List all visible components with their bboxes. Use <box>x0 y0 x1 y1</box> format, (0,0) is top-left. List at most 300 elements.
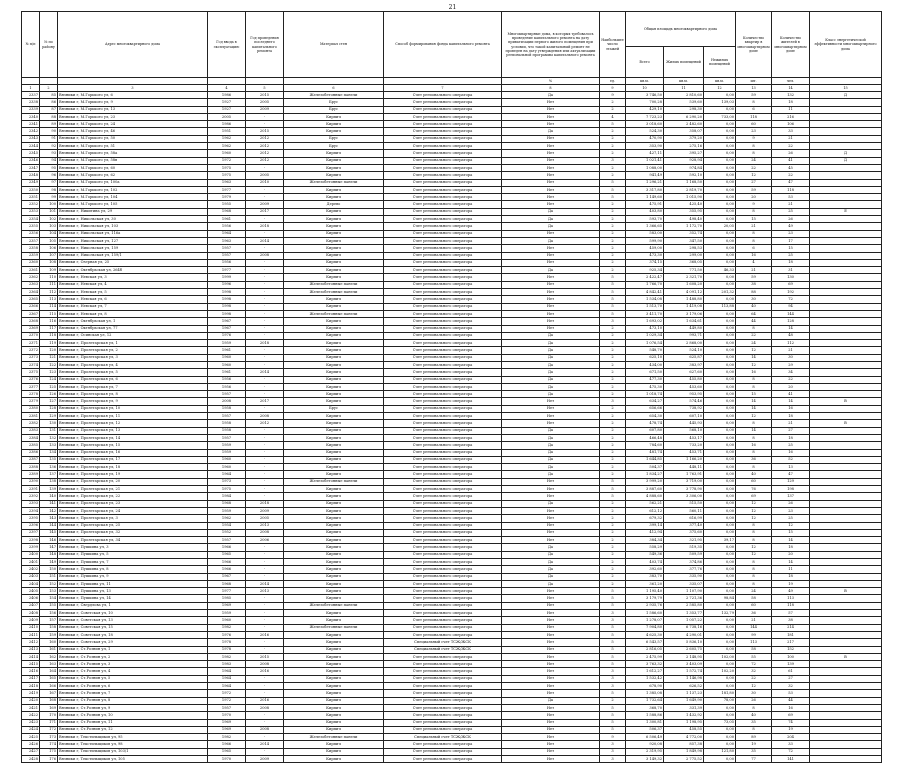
table-row <box>22 449 882 456</box>
address-cell: Вязники г, Никольская ул, 127 <box>58 237 208 244</box>
area-nonresidential-cell: 102,20 <box>704 668 736 675</box>
area-residential-cell: 383,97 <box>664 361 704 368</box>
area-residential-cell: 298,53 <box>664 245 704 252</box>
fund-method-cell: Счет регионального оператора <box>384 106 502 113</box>
residents-cell: 198 <box>772 486 810 493</box>
row-number: 2390 <box>22 478 40 485</box>
floors-cell: 5 <box>600 704 626 711</box>
apartments-cell: 24 <box>736 157 772 164</box>
row-number: 2362 <box>22 274 40 281</box>
address-cell: Вязники г, Октябрьская ул, 77 <box>58 325 208 332</box>
area-residential-cell: 449,80 <box>664 325 704 332</box>
row-number: 2414 <box>22 653 40 660</box>
row-number: 2378 <box>22 391 40 398</box>
area-total-cell: 625,10 <box>626 354 664 361</box>
apartments-cell: 16 <box>736 252 772 259</box>
in-program-cell: Да <box>502 566 600 573</box>
area-total-cell: 504,37 <box>626 464 664 471</box>
wall-material-cell: Кирпич <box>284 376 384 383</box>
fund-method-cell: Счет регионального оператора <box>384 216 502 223</box>
district-number: 95 <box>40 164 58 171</box>
table-row <box>22 296 882 303</box>
wall-material-cell: Железобетонные панели <box>284 92 384 99</box>
address-cell: Вязники г, Ст.Рознин ул, 6 <box>58 683 208 690</box>
residents-cell: 144 <box>772 310 810 317</box>
area-total-cell: 3 887,60 <box>626 486 664 493</box>
in-program-cell: Да <box>502 456 600 463</box>
fund-method-cell: Счет регионального оператора <box>384 259 502 266</box>
district-number: 170 <box>40 712 58 719</box>
in-program-cell: Нет <box>502 259 600 266</box>
area-total-cell: 583,00 <box>626 230 664 237</box>
floors-cell: 2 <box>600 566 626 573</box>
in-program-cell: Нет <box>502 661 600 668</box>
district-number: 153 <box>40 588 58 595</box>
wall-material-cell: Кирпич <box>284 588 384 595</box>
apartments-cell: 8 <box>736 420 772 427</box>
floors-cell: 5 <box>600 296 626 303</box>
area-residential-cell: 2 721,36 <box>664 595 704 602</box>
apartments-cell: 99 <box>736 631 772 638</box>
in-program-cell: Нет <box>502 230 600 237</box>
wall-material-cell: Кирпич <box>284 252 384 259</box>
year-built-cell: 1982 <box>208 624 246 631</box>
energy-class-cell <box>810 135 882 142</box>
energy-class-cell <box>810 668 882 675</box>
year-built-cell: 1979 <box>208 194 246 201</box>
floors-cell: 4 <box>600 113 626 120</box>
area-total-cell: 475,91 <box>626 201 664 208</box>
fund-method-cell: Счет регионального оператора <box>384 223 502 230</box>
area-residential-cell: 368,05 <box>664 259 704 266</box>
fund-method-cell: Счет регионального оператора <box>384 522 502 529</box>
apartments-cell: 27 <box>736 179 772 186</box>
area-residential-cell: 627,60 <box>664 369 704 376</box>
apartments-cell: 14 <box>736 427 772 434</box>
year-built-cell: 1977 <box>208 186 246 193</box>
district-number: 171 <box>40 719 58 726</box>
area-total-cell: 1 021,41 <box>626 157 664 164</box>
address-cell: Вязники г, Пушкина ул, 13 <box>58 588 208 595</box>
floors-cell: 5 <box>600 631 626 638</box>
address-cell: Вязники г, М.Горького ул, 46 <box>58 128 208 135</box>
area-nonresidential-cell: 0,00 <box>704 318 736 325</box>
year-built-cell: 1957 <box>208 245 246 252</box>
unit-area-total: кв.м. <box>626 78 664 85</box>
row-number: 2391 <box>22 486 40 493</box>
apartments-cell: 8 <box>736 566 772 573</box>
address-cell: Вязники г, Ст.Рознин ул, 3 <box>58 661 208 668</box>
table-row <box>22 164 882 171</box>
row-number: 2364 <box>22 289 40 296</box>
fund-method-cell: Счет регионального оператора <box>384 493 502 500</box>
address-cell: Вязники г, Пролетарская ул, 34 <box>58 537 208 544</box>
address-cell: Вязники г, М.Горького ул, 102 <box>58 186 208 193</box>
address-cell: Вязники г, Пролетарская ул, 8 <box>58 391 208 398</box>
row-number: 2385 <box>22 442 40 449</box>
residents-cell: 18 <box>772 413 810 420</box>
area-total-cell: 3 746,50 <box>626 92 664 99</box>
wall-material-cell: Кирпич <box>284 383 384 390</box>
residents-cell: 16 <box>772 704 810 711</box>
district-number: 130 <box>40 420 58 427</box>
floors-cell: 5 <box>600 653 626 660</box>
address-cell: Вязники г, Пролетарская ул, 3 <box>58 515 208 522</box>
energy-class-cell <box>810 332 882 339</box>
wall-material-cell: Железобетонные панели <box>284 281 384 288</box>
area-total-cell: 1 195,40 <box>626 588 664 595</box>
district-number: 155 <box>40 602 58 609</box>
area-total-cell: 383,70 <box>626 573 664 580</box>
wall-material-cell: Кирпич <box>284 595 384 602</box>
address-cell: Вязники г, Пролетарская ул, 25 <box>58 522 208 529</box>
residents-cell: 204 <box>772 734 810 741</box>
year-built-cell: 1960 <box>208 354 246 361</box>
table-row <box>22 347 882 354</box>
energy-class-cell <box>810 624 882 631</box>
year-built-cell: 1972 <box>208 157 246 164</box>
area-total-cell: 3 411,70 <box>626 310 664 317</box>
table-row <box>22 617 882 624</box>
year-built-cell: 1998 <box>208 303 246 310</box>
wall-material-cell: Кирпич <box>284 332 384 339</box>
year-built-cell: 1998 <box>208 310 246 317</box>
year-built-cell: 1967 <box>208 318 246 325</box>
area-residential-cell: 857,38 <box>664 741 704 748</box>
table-row <box>22 223 882 230</box>
table-row <box>22 289 882 296</box>
table-row <box>22 748 882 755</box>
address-cell: Вязники г, Пушкина ул, 7 <box>58 559 208 566</box>
energy-class-cell <box>810 186 882 193</box>
in-program-cell: Нет <box>502 164 600 171</box>
district-number: 164 <box>40 668 58 675</box>
year-built-cell: 1961 <box>208 369 246 376</box>
wall-material-cell: Кирпич <box>284 296 384 303</box>
year-built-cell: 1966 <box>208 544 246 551</box>
in-program-cell: Да <box>502 434 600 441</box>
district-number: 87 <box>40 106 58 113</box>
area-residential-cell: 1 608,20 <box>664 281 704 288</box>
address-cell: Вязники г, Пролетарская ул, 14 <box>58 434 208 441</box>
year-built-cell: 1956 <box>208 383 246 390</box>
in-program-cell: Нет <box>502 515 600 522</box>
fund-method-cell: Счет регионального оператора <box>384 427 502 434</box>
fund-method-cell: Счет регионального оператора <box>384 354 502 361</box>
in-program-cell: Нет <box>502 420 600 427</box>
year-repair-cell: - <box>246 734 284 741</box>
residents-cell: 137 <box>772 493 810 500</box>
wall-material-cell: Кирпич <box>284 559 384 566</box>
area-residential-cell: 2 819,70 <box>664 186 704 193</box>
row-number: 2403 <box>22 573 40 580</box>
in-program-cell: Нет <box>502 296 600 303</box>
table-row <box>22 500 882 507</box>
district-number: 113 <box>40 296 58 303</box>
in-program-cell: Да <box>502 92 600 99</box>
area-total-cell: 3 999,20 <box>626 478 664 485</box>
table-row <box>22 194 882 201</box>
year-built-cell: 1963 <box>208 237 246 244</box>
in-program-cell: Нет <box>502 595 600 602</box>
wall-material-cell: Брус <box>284 143 384 150</box>
floors-cell: 2 <box>600 332 626 339</box>
in-program-cell: Нет <box>502 726 600 733</box>
fund-method-cell: Счет регионального оператора <box>384 668 502 675</box>
table-row <box>22 398 882 405</box>
table-row <box>22 551 882 558</box>
in-program-cell: Нет <box>502 719 600 726</box>
year-built-cell: 1965 <box>208 748 246 755</box>
fund-method-cell: Счет регионального оператора <box>384 376 502 383</box>
floors-cell: 3 <box>600 318 626 325</box>
area-residential-cell: 2 810,60 <box>664 92 704 99</box>
residents-cell: 69 <box>772 712 810 719</box>
year-built-cell: 1968 <box>208 580 246 587</box>
area-nonresidential-cell: 0,00 <box>704 157 736 164</box>
energy-class-cell: В <box>810 588 882 595</box>
column-number: 6 <box>284 85 384 92</box>
area-residential-cell: 448,11 <box>664 464 704 471</box>
area-residential-cell: 1 488,80 <box>664 296 704 303</box>
residents-cell: 30 <box>772 354 810 361</box>
fund-method-cell: Счет регионального оператора <box>384 143 502 150</box>
table-row <box>22 354 882 361</box>
energy-class-cell <box>810 690 882 697</box>
area-nonresidential-cell: 0,00 <box>704 493 736 500</box>
area-nonresidential-cell: 0,00 <box>704 712 736 719</box>
district-number: 88 <box>40 113 58 120</box>
row-number: 2373 <box>22 354 40 361</box>
area-total-cell: 7 904,80 <box>626 624 664 631</box>
area-total-cell: 473,10 <box>626 325 664 332</box>
floors-cell: 5 <box>600 194 626 201</box>
floors-cell: 3 <box>600 756 626 763</box>
apartments-cell: 58 <box>736 646 772 653</box>
area-nonresidential-cell: 0,00 <box>704 486 736 493</box>
unit-cell <box>40 78 58 85</box>
wall-material-cell: Кирпич <box>284 150 384 157</box>
area-total-cell: 3 149,32 <box>626 756 664 763</box>
year-repair-cell: 2017 <box>246 398 284 405</box>
fund-method-cell: Счет регионального оператора <box>384 537 502 544</box>
area-residential-cell: 347,50 <box>664 237 704 244</box>
area-nonresidential-cell: 0,00 <box>704 639 736 646</box>
district-number: 151 <box>40 573 58 580</box>
fund-method-cell: Счет регионального оператора <box>384 150 502 157</box>
area-residential-cell: 3 306,00 <box>664 493 704 500</box>
year-built-cell: 1972 <box>208 690 246 697</box>
in-program-cell: Да <box>502 573 600 580</box>
in-program-cell: Нет <box>502 639 600 646</box>
year-built-cell: 1960 <box>208 361 246 368</box>
residents-cell: 19 <box>772 726 810 733</box>
address-cell: Вязники г, М.Горького ул, 13 <box>58 106 208 113</box>
year-repair-cell: - <box>246 624 284 631</box>
area-residential-cell: 6 738,16 <box>664 624 704 631</box>
district-number: 159 <box>40 631 58 638</box>
year-repair-cell: - <box>246 267 284 274</box>
area-nonresidential-cell: 0,00 <box>704 391 736 398</box>
row-number: 2347 <box>22 164 40 171</box>
apartments-cell: 16 <box>736 442 772 449</box>
table-row <box>22 442 882 449</box>
residents-cell: 15 <box>772 529 810 536</box>
area-nonresidential-cell: 0,00 <box>704 675 736 682</box>
row-number: 2386 <box>22 449 40 456</box>
floors-cell: 2 <box>600 515 626 522</box>
fund-method-cell: Счет регионального оператора <box>384 588 502 595</box>
in-program-cell: Нет <box>502 734 600 741</box>
floors-cell: 3 <box>600 675 626 682</box>
fund-method-cell: Счет регионального оператора <box>384 172 502 179</box>
year-repair-cell: - <box>246 383 284 390</box>
row-number: 2353 <box>22 208 40 215</box>
wall-material-cell: Кирпич <box>284 164 384 171</box>
district-number: 86 <box>40 99 58 106</box>
year-repair-cell: - <box>246 289 284 296</box>
address-cell: Вязники г, М.Горького ул, 23 <box>58 113 208 120</box>
district-number: 137 <box>40 471 58 478</box>
area-nonresidential-cell: 0,00 <box>704 464 736 471</box>
wall-material-cell: Кирпич <box>284 267 384 274</box>
floors-cell: 2 <box>600 325 626 332</box>
area-nonresidential-cell: 78,00 <box>704 697 736 704</box>
apartments-cell: 8 <box>736 434 772 441</box>
row-number: 2407 <box>22 602 40 609</box>
row-number: 2408 <box>22 610 40 617</box>
table-row <box>22 237 882 244</box>
district-number: 120 <box>40 347 58 354</box>
floors-cell: 2 <box>600 201 626 208</box>
in-program-cell: Нет <box>502 588 600 595</box>
floors-cell: 2 <box>600 580 626 587</box>
fund-method-cell: Счет регионального оператора <box>384 413 502 420</box>
year-built-cell: 1960 <box>208 456 246 463</box>
residents-cell: 74 <box>772 719 810 726</box>
energy-class-cell <box>810 310 882 317</box>
year-built-cell: 1970 <box>208 756 246 763</box>
area-nonresidential-cell: 733,00 <box>704 113 736 120</box>
area-residential-cell: 352,74 <box>664 230 704 237</box>
floors-cell: 3 <box>600 668 626 675</box>
fund-method-cell: Счет регионального оператора <box>384 128 502 135</box>
table-row <box>22 325 882 332</box>
residents-cell: 14 <box>772 398 810 405</box>
district-number: 135 <box>40 456 58 463</box>
energy-class-cell <box>810 617 882 624</box>
row-number: 2409 <box>22 617 40 624</box>
wall-material-cell: Кирпич <box>284 427 384 434</box>
apartments-cell: 8 <box>736 237 772 244</box>
fund-method-cell: Счет регионального оператора <box>384 551 502 558</box>
year-repair-cell: - <box>246 376 284 383</box>
fund-method-cell: Счет регионального оператора <box>384 318 502 325</box>
fund-method-cell: Специальный счет ТСЖ/ЖСК <box>384 639 502 646</box>
energy-class-cell <box>810 580 882 587</box>
row-number: 2374 <box>22 361 40 368</box>
row-number: 2367 <box>22 310 40 317</box>
wall-material-cell: Кирпич <box>284 347 384 354</box>
apartments-cell: 113 <box>736 639 772 646</box>
floors-cell: 2 <box>600 551 626 558</box>
wall-material-cell: Кирпич <box>284 631 384 638</box>
apartments-cell: 12 <box>736 347 772 354</box>
year-built-cell: 1954 <box>208 522 246 529</box>
wall-material-cell: Кирпич <box>284 646 384 653</box>
address-cell: Вязники г, Никольская ул, 103 <box>58 223 208 230</box>
area-total-cell: 1 149,60 <box>626 194 664 201</box>
address-cell: Вязники г, М.Горького ул, 100a <box>58 179 208 186</box>
row-number: 2415 <box>22 661 40 668</box>
table-row <box>22 471 882 478</box>
area-residential-cell: 5 836,10 <box>664 639 704 646</box>
energy-class-cell <box>810 237 882 244</box>
table-row <box>22 216 882 223</box>
district-number: 169 <box>40 704 58 711</box>
residents-cell: 57 <box>772 610 810 617</box>
fund-method-cell: Счет регионального оператора <box>384 420 502 427</box>
apartments-cell: 12 <box>736 515 772 522</box>
table-row <box>22 186 882 193</box>
year-built-cell: 1960 <box>208 617 246 624</box>
apartments-cell: 15 <box>736 391 772 398</box>
floors-cell: 5 <box>600 624 626 631</box>
wall-material-cell: Кирпич <box>284 434 384 441</box>
energy-class-cell <box>810 610 882 617</box>
residents-cell: 72 <box>772 748 810 755</box>
residents-cell: 52 <box>772 456 810 463</box>
in-program-cell: Да <box>502 332 600 339</box>
district-number: 149 <box>40 559 58 566</box>
year-repair-cell: - <box>246 434 284 441</box>
wall-material-cell: Кирпич <box>284 486 384 493</box>
apartments-cell: 12 <box>736 500 772 507</box>
year-built-cell: 1964 <box>208 683 246 690</box>
apartments-cell: 12 <box>736 413 772 420</box>
fund-method-cell: Счет регионального оператора <box>384 274 502 281</box>
area-residential-cell: 335,07 <box>664 580 704 587</box>
in-program-cell: Да <box>502 471 600 478</box>
area-total-cell: 506,37 <box>626 726 664 733</box>
residents-cell: 45 <box>772 164 810 171</box>
address-cell: Вязники г, Пролетарская ул, 10 <box>58 405 208 412</box>
residents-cell: 94 <box>772 303 810 310</box>
row-number: 2400 <box>22 551 40 558</box>
fund-method-cell: Счет регионального оператора <box>384 434 502 441</box>
area-residential-cell: 626,52 <box>664 683 704 690</box>
year-repair-cell: 2017 <box>246 208 284 215</box>
table-row <box>22 391 882 398</box>
area-total-cell: 6 543,57 <box>626 639 664 646</box>
fund-method-cell: Счет регионального оператора <box>384 653 502 660</box>
residents-cell: 69 <box>772 281 810 288</box>
area-residential-cell: 733,20 <box>664 442 704 449</box>
area-residential-cell: 1 849,98 <box>664 748 704 755</box>
residents-cell: 11 <box>772 566 810 573</box>
year-built-cell: 1977 <box>208 588 246 595</box>
residents-cell: 15 <box>772 245 810 252</box>
in-program-cell: Нет <box>502 318 600 325</box>
residents-cell: 17 <box>772 237 810 244</box>
year-repair-cell: 2013 <box>246 588 284 595</box>
energy-class-cell: В <box>810 420 882 427</box>
district-number: 132 <box>40 434 58 441</box>
year-repair-cell: - <box>246 573 284 580</box>
residents-cell: 129 <box>772 478 810 485</box>
year-built-cell: 1998 <box>208 289 246 296</box>
year-repair-cell: - <box>246 551 284 558</box>
